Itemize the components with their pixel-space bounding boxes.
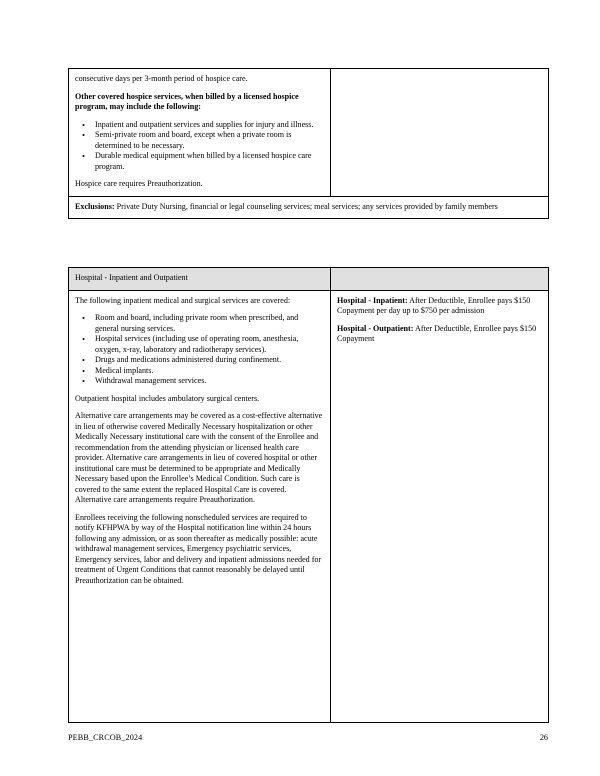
hospice-cost-share-cell [331,69,549,197]
hospice-exclusions-cell [69,196,549,219]
footer-document-id: PEBB_CRCOB_2024 [68,733,143,742]
hospital-cost-share-header [331,268,549,291]
hospital-benefits-table [68,267,549,723]
hospice-preauthorization-text: Hospice care requires Preauthorization. [75,179,203,189]
exclusions-paragraph [75,202,542,213]
inpatient-cost-share-paragraph [337,296,542,317]
exclusions-text: Private Duty Nursing, financial or legal counseling services; meal services; any services provided by family members [114,201,498,211]
list-item: • Medical implants. [95,366,324,377]
list-item: • Hospital services (including use of operating room, anesthesia, oxygen, x-ray, laboratory and radiotherapy services). [95,334,324,355]
outpatient-cost-share-label: Hospital - Outpatient: [337,323,414,333]
table-row [69,69,549,197]
page-footer [68,733,548,742]
hospital-cost-share-cell [331,290,549,722]
hospice-lead-in-text: Other covered hospice services, when billed by a licensed hospice program, may include the following: [75,91,299,112]
list-item: • Durable medical equipment when billed by a licensed hospice care program. [95,151,324,172]
hospital-services-list [75,313,324,387]
hospice-benefits-table [68,68,549,219]
list-item: • Inpatient and outpatient services and supplies for injury and illness. [95,120,324,131]
list-item: • Drugs and medications administered during confinement. [95,355,324,366]
hospice-intro-text: consecutive days per 3-month period of hospice care. [75,74,248,83]
inpatient-cost-share-label: Hospital - Inpatient: [337,295,408,305]
table-row [69,290,549,722]
list-item: • Withdrawal management services. [95,376,324,387]
alternative-care-paragraph: Alternative care arrangements may be covered as a cost-effective alternative in lieu of otherwise covered Medically Necessary hospitalization or other Medically Necessary institutional care with the consent of the Enrollee and recommendation from the attending physician or licensed health care provider. Alternative care arrangements in lieu of covered hospital or other institutional care must be determined to be appropriate and Medically Necessary based upon the Enrollee’s Medical Condition. Such care is covered to the same extent the replaced Hospital Care is covered. Alternative care arrangements require Preauthorization. [75,411,323,505]
footer-page-number: 26 [539,733,548,742]
table-header-row [69,268,549,291]
exclusions-label: Exclusions: [75,201,115,211]
hospice-services-cell [69,69,331,197]
list-item: • Room and board, including private room when prescribed, and general nursing services. [95,313,324,334]
outpatient-cost-share-text: After Deductible, Enrollee pays $150 Copayment [337,323,537,344]
outpatient-hospital-paragraph: Outpatient hospital includes ambulatory surgical centers. [75,393,260,403]
hospital-section-title: Hospital - Inpatient and Outpatient [69,268,331,291]
outpatient-cost-share-paragraph [337,324,542,345]
hospital-intro-text: The following inpatient medical and surgical services are covered: [75,295,291,305]
table-row [69,196,549,219]
hospice-services-list [75,120,324,173]
notification-requirement-paragraph: Enrollees receiving the following nonscheduled services are required to notify KFHPWA by way of the Hospital notification line within 24 hours following any admission, or as soon thereafter as medically possible: acute withdrawal management services, Emergency psychiatric services, Emergency services, labor and delivery and inpatient admissions needed for treatment of Urgent Conditions that cannot reasonably be delayed until Preauthorization can be obtained. [75,512,322,585]
hospital-services-cell [69,290,331,722]
list-item: • Semi-private room and board, except when a private room is determined to be necessary. [95,130,324,151]
inpatient-cost-share-text: After Deductible, Enrollee pays $150 Copayment per day up to $750 per admission [337,295,531,316]
